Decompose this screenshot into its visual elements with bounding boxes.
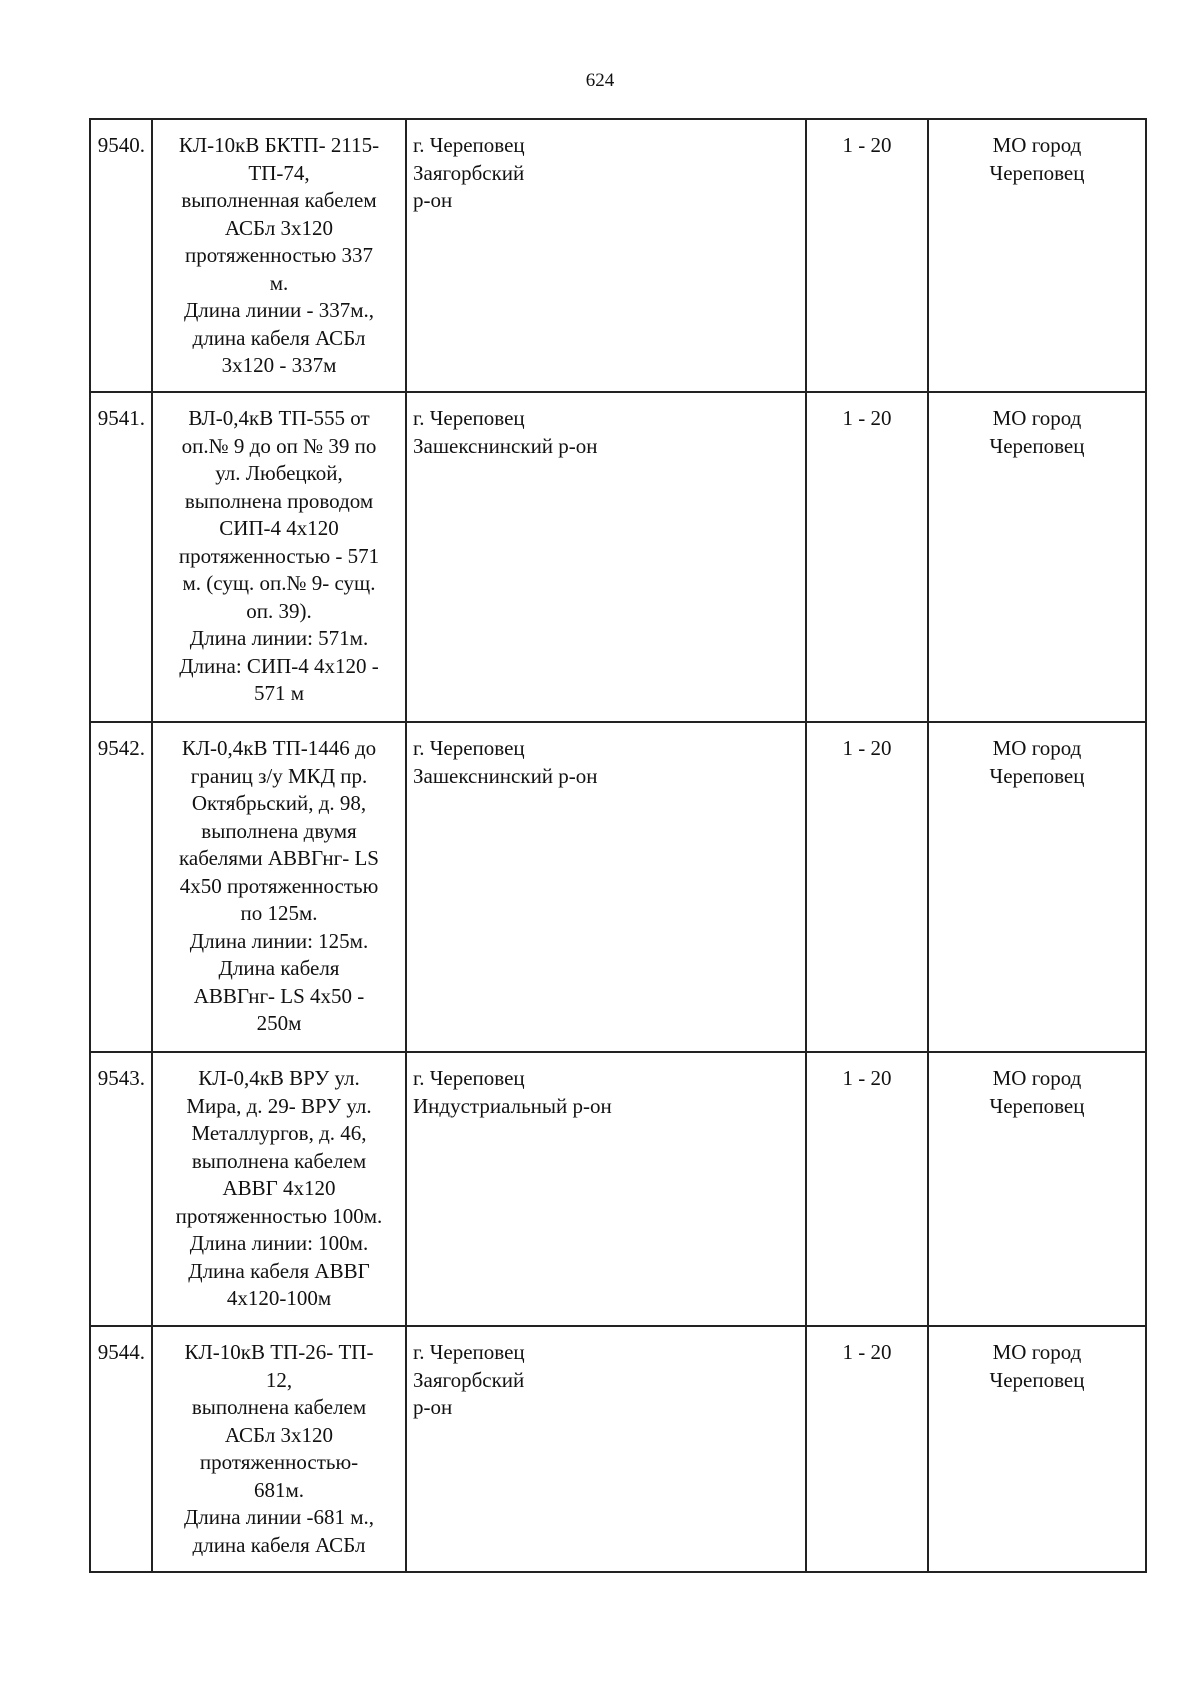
object-name-cell xyxy=(152,722,406,1052)
object-name-line: границ з/у МКД пр. xyxy=(190,763,368,788)
municipality-cell xyxy=(928,392,1146,722)
object-name-line: выполнена проводом xyxy=(184,488,374,513)
table-row xyxy=(90,1326,1146,1572)
object-name-line: м. xyxy=(269,270,289,295)
municipality-line: Череповец xyxy=(989,1367,1085,1392)
object-name-line: Длина линии: 100м. xyxy=(189,1231,369,1255)
object-name-line: Металлургов, д. 46, xyxy=(191,1121,367,1145)
object-name-line: 681м. xyxy=(253,1477,305,1502)
object-name-line: Длина: СИП-4 4х120 - xyxy=(179,653,379,678)
object-name-line: 4х120-100м xyxy=(226,1286,332,1310)
municipality-line: МО город xyxy=(992,736,1082,760)
object-name-line: Мира, д. 29- ВРУ ул. xyxy=(186,1093,372,1118)
row-number: 9541. xyxy=(90,392,152,722)
category-cell: 1 - 20 xyxy=(806,119,928,392)
object-name-line: м. (сущ. оп.№ 9- сущ. xyxy=(182,571,376,595)
table-row xyxy=(90,119,1146,392)
address-line: г. Череповец xyxy=(413,1340,525,1364)
object-name-line: 3х120 - 337м xyxy=(221,353,337,377)
municipality-cell xyxy=(928,722,1146,1052)
object-name-line: выполнена кабелем xyxy=(191,1395,367,1419)
object-name-line: длина кабеля АСБл xyxy=(192,1532,366,1557)
object-name-line: оп. 39). xyxy=(246,598,312,623)
object-name-line: Длина линии - 337м., xyxy=(183,298,375,322)
object-name-line: протяженностью 337 xyxy=(184,243,374,267)
municipality-cell xyxy=(928,119,1146,392)
category-cell: 1 - 20 xyxy=(806,392,928,722)
municipality-line: Череповец xyxy=(989,1093,1085,1118)
category-cell: 1 - 20 xyxy=(806,722,928,1052)
category-cell: 1 - 20 xyxy=(806,1326,928,1572)
object-name-line: кабелями АВВГнг- LS xyxy=(179,846,379,870)
object-name-line: 4х50 протяженностью xyxy=(179,873,379,898)
address-cell xyxy=(406,119,806,392)
object-name-line: КЛ-0,4кВ ВРУ ул. xyxy=(198,1066,360,1090)
municipality-line: МО город xyxy=(992,1340,1082,1364)
object-name-line: КЛ-10кВ БКТП- 2115- xyxy=(178,133,380,157)
address-line: р-он xyxy=(413,1395,453,1419)
object-name-line: Октябрьский, д. 98, xyxy=(191,791,367,815)
object-name-line: ТП-74, xyxy=(248,160,310,185)
object-name-line: АВВГ 4х120 xyxy=(222,1176,336,1200)
address-cell xyxy=(406,722,806,1052)
address-line: г. Череповец xyxy=(413,406,525,430)
table-row xyxy=(90,392,1146,722)
address-cell xyxy=(406,392,806,722)
object-name-line: 12, xyxy=(265,1367,293,1392)
object-name-line: АВВГнг- LS 4х50 - xyxy=(193,983,365,1008)
object-name-line: Длина кабеля xyxy=(218,956,340,980)
address-cell xyxy=(406,1052,806,1326)
object-name-line: выполненная кабелем xyxy=(181,188,377,212)
page-number: 624 xyxy=(585,70,615,91)
object-name-line: протяженностью - 571 xyxy=(178,543,380,568)
object-name-line: ул. Любецкой, xyxy=(215,461,343,485)
municipality-line: МО город xyxy=(992,1066,1082,1090)
object-name-line: Длина кабеля АВВГ xyxy=(188,1258,370,1283)
object-name-line: КЛ-0,4кВ ТП-1446 до xyxy=(181,736,377,760)
object-name-line: Длина линии: 571м. xyxy=(189,626,369,650)
object-name-line: Длина линии -681 м., xyxy=(183,1505,375,1529)
address-line: Зашекснинский р-он xyxy=(413,433,598,458)
row-number: 9543. xyxy=(90,1052,152,1326)
object-name-line: 250м xyxy=(256,1011,302,1035)
object-name-line: протяженностью- xyxy=(199,1450,359,1474)
address-line: р-он xyxy=(413,188,453,212)
address-line: Заягорбский xyxy=(413,160,525,185)
object-name-line: оп.№ 9 до оп № 39 по xyxy=(181,433,377,458)
table-row xyxy=(90,722,1146,1052)
object-name-line: 571 м xyxy=(253,681,305,705)
municipality-cell xyxy=(928,1326,1146,1572)
object-name-cell xyxy=(152,392,406,722)
object-name-line: по 125м. xyxy=(240,901,318,925)
address-line: Заягорбский xyxy=(413,1367,525,1392)
category-cell: 1 - 20 xyxy=(806,1052,928,1326)
address-line: г. Череповец xyxy=(413,736,525,760)
address-line: Индустриальный р-он xyxy=(413,1093,612,1118)
row-number: 9544. xyxy=(90,1326,152,1572)
registry-table xyxy=(89,118,1147,1573)
row-number: 9540. xyxy=(90,119,152,392)
municipality-line: МО город xyxy=(992,406,1082,430)
object-name-line: протяженностью 100м. xyxy=(175,1203,383,1228)
object-name-cell xyxy=(152,1326,406,1572)
registry-table-body xyxy=(90,119,1146,1572)
address-line: г. Череповец xyxy=(413,133,525,157)
municipality-line: Череповец xyxy=(989,160,1085,185)
object-name-line: СИП-4 4х120 xyxy=(219,516,339,540)
municipality-cell xyxy=(928,1052,1146,1326)
object-name-line: выполнена двумя xyxy=(201,818,357,843)
address-line: Зашекснинский р-он xyxy=(413,763,598,788)
object-name-line: АСБл 3х120 xyxy=(224,215,334,240)
object-name-line: длина кабеля АСБл xyxy=(192,325,366,350)
address-cell xyxy=(406,1326,806,1572)
object-name-line: выполнена кабелем xyxy=(191,1148,367,1173)
object-name-cell xyxy=(152,119,406,392)
table-row xyxy=(90,1052,1146,1326)
object-name-line: ВЛ-0,4кВ ТП-555 от xyxy=(188,406,370,430)
object-name-cell xyxy=(152,1052,406,1326)
address-line: г. Череповец xyxy=(413,1066,525,1090)
object-name-line: АСБл 3х120 xyxy=(224,1422,334,1447)
row-number: 9542. xyxy=(90,722,152,1052)
object-name-line: Длина линии: 125м. xyxy=(189,928,369,953)
object-name-line: КЛ-10кВ ТП-26- ТП- xyxy=(184,1340,374,1364)
municipality-line: Череповец xyxy=(989,763,1085,788)
municipality-line: МО город xyxy=(992,133,1082,157)
municipality-line: Череповец xyxy=(989,433,1085,458)
